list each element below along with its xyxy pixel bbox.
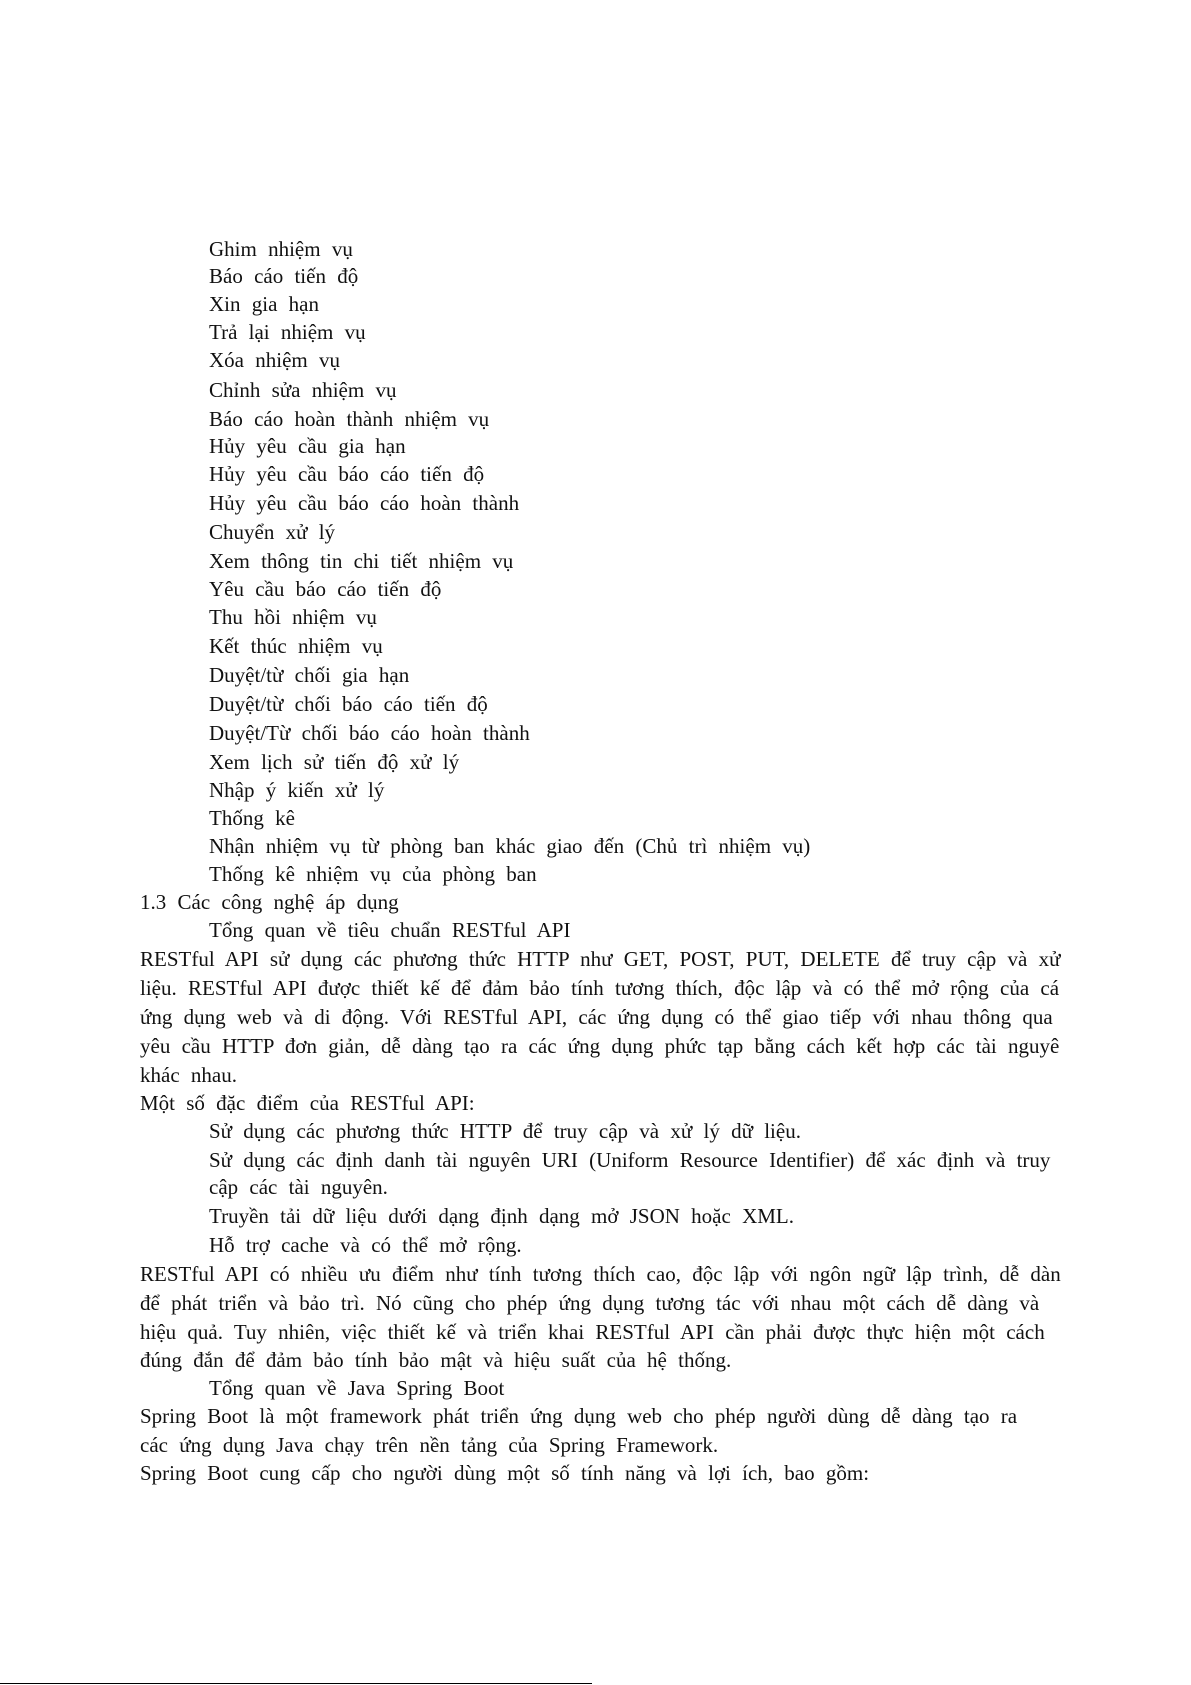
task-list-item: Duyệt/từ chối gia hạn [209, 663, 410, 687]
task-list-item: Nhập ý kiến xử lý [209, 778, 385, 802]
task-list-item: Nhận nhiệm vụ từ phòng ban khác giao đến (Chủ trì nhiệm vụ) [209, 834, 811, 858]
task-list-item: Xóa nhiệm vụ [209, 348, 340, 372]
task-list-item: Hủy yêu cầu gia hạn [209, 434, 406, 458]
features-intro: Một số đặc điểm của RESTful API: [140, 1091, 475, 1115]
task-list-item: Kết thúc nhiệm vụ [209, 634, 383, 658]
section-heading: 1.3 Các công nghệ áp dụng [140, 890, 399, 914]
feature-item: Hỗ trợ cache và có thể mở rộng. [209, 1233, 522, 1257]
task-list-item: Báo cáo tiến độ [209, 264, 359, 288]
task-list-item: Trả lại nhiệm vụ [209, 320, 366, 344]
paragraph-line: liệu. RESTful API được thiết kế để đảm bảo tính tương thích, độc lập và có thể mở rộng của cá [140, 976, 1060, 1000]
paragraph-line: ứng dụng web và di động. Với RESTful API, các ứng dụng có thể giao tiếp với nhau thông qua [140, 1005, 1053, 1029]
feature-item-continuation: cập các tài nguyên. [209, 1175, 388, 1199]
task-list-item: Ghim nhiệm vụ [209, 237, 353, 261]
paragraph-line: Spring Boot là một framework phát triển ứng dụng web cho phép người dùng dễ dàng tạo ra [140, 1404, 1018, 1428]
spring-heading: Tổng quan về Java Spring Boot [209, 1376, 505, 1400]
task-list-item: Thống kê [209, 806, 295, 830]
task-list-item: Thu hồi nhiệm vụ [209, 605, 377, 629]
task-list-item: Thống kê nhiệm vụ của phòng ban [209, 862, 537, 886]
task-list-item: Xem thông tin chi tiết nhiệm vụ [209, 549, 514, 573]
task-list-item: Yêu cầu báo cáo tiến độ [209, 577, 442, 601]
feature-item: Sử dụng các định danh tài nguyên URI (Uniform Resource Identifier) để xác định và truy [209, 1148, 1051, 1172]
paragraph-line: Spring Boot cung cấp cho người dùng một số tính năng và lợi ích, bao gồm: [140, 1461, 870, 1485]
task-list-item: Hủy yêu cầu báo cáo hoàn thành [209, 491, 520, 515]
task-list-item: Xin gia hạn [209, 292, 319, 316]
task-list-item: Hủy yêu cầu báo cáo tiến độ [209, 462, 485, 486]
task-list-item: Xem lịch sử tiến độ xử lý [209, 750, 460, 774]
paragraph-line: hiệu quả. Tuy nhiên, việc thiết kế và triển khai RESTful API cần phải được thực hiện một cách [140, 1320, 1045, 1344]
paragraph-line: RESTful API có nhiều ưu điểm như tính tương thích cao, độc lập với ngôn ngữ lập trình, dễ dàn [140, 1262, 1061, 1286]
task-list-item: Duyệt/từ chối báo cáo tiến độ [209, 692, 488, 716]
paragraph-line: các ứng dụng Java chạy trên nền tảng của Spring Framework. [140, 1433, 719, 1457]
paragraph-line: RESTful API sử dụng các phương thức HTTP như GET, POST, PUT, DELETE để truy cập và xử [140, 947, 1061, 971]
task-list-item: Báo cáo hoàn thành nhiệm vụ [209, 407, 490, 431]
paragraph-line: yêu cầu HTTP đơn giản, dễ dàng tạo ra các ứng dụng phức tạp bằng cách kết hợp các tài nguyê [140, 1034, 1060, 1058]
feature-item: Sử dụng các phương thức HTTP để truy cập và xử lý dữ liệu. [209, 1119, 801, 1143]
paragraph-line: để phát triển và bảo trì. Nó cũng cho phép ứng dụng tương tác với nhau một cách dễ dàng và [140, 1291, 1040, 1315]
task-list-item: Chuyển xử lý [209, 520, 336, 544]
restful-heading: Tổng quan về tiêu chuẩn RESTful API [209, 918, 571, 942]
task-list-item: Duyệt/Từ chối báo cáo hoàn thành [209, 721, 530, 745]
feature-item: Truyền tải dữ liệu dưới dạng định dạng mở JSON hoặc XML. [209, 1204, 794, 1228]
task-list-item: Chỉnh sửa nhiệm vụ [209, 378, 397, 402]
paragraph-line: khác nhau. [140, 1063, 237, 1087]
footer-rule [0, 1683, 592, 1684]
paragraph-line: đúng đắn để đảm bảo tính bảo mật và hiệu suất của hệ thống. [140, 1348, 732, 1372]
